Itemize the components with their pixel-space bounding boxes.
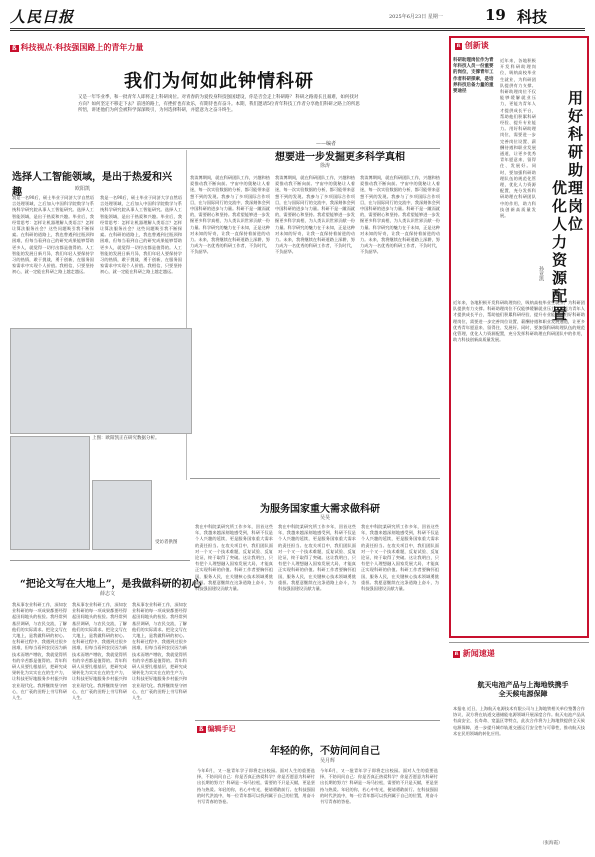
article-3-body-col2: 我在中科院某研究所工作多年，回首这些年，我越来越深刻地感受到，科研不仅是个人兴趣的延续，更是服务国家重大需求的责任担当。在攻关项目中，我们团队面对一个又一个技术难题，反复试验、反复论证，终于取得了突破。这让我明白，只有把个人理想融入国家发展大局，才能真正实现科研的价值。科研工作者要胸怀祖国，服务人民，在关键核心技术领域勇挑重担。我愿意继续在这条道路上奋斗，为科技强国建设贡献力量。 [278, 524, 356, 592]
editor-note-icon: ß [199, 726, 204, 733]
article-2-body-col1: 我读博期间，就在科研团队工作，兴趣和热爱推动我不断向前。宇宙中的奥秘让人着迷，每一次实验数据的分析，都可能带来意想不到的发现。我参与了多项国际合作项目，在与国际同行的交流中，我深刻体会到中国科研的进步与力量。科研不是一蹴而就的，需要耐心和坚持。我希望能够进一步发掘更多科学真相，为人类认识世界贡献一份力量。科学研究的魅力在于未知，正是这种对未知的好奇，让我一直保持着前进的动力。未来，我将继续在科研道路上深耕，努力成为一名优秀的科研工作者，不负时代，不负韶华。 [190, 175, 270, 255]
masthead-rule [10, 28, 585, 29]
photo-credit: 受访者供图 [155, 540, 178, 545]
article-4-body-col2: 我从事农业科研工作，深知农业科研的每一项成果都要经得起田间地头的检验。我经常到基层调研，与农民交流，了解他们的实际需求。把论文写在大地上，是我做科研的初心。在科研过程中，我遇到过很多困难，但每当看到农民因为新技术而增产增收，我就觉得所有的辛苦都是值得的。青年科研人员要扎根基层，把研究成果转化为实实在在的生产力，让科技更好地服务乡村振兴和农业现代化。我将继续坚守初心，在广袤的田野上书写科研人生。 [72, 602, 127, 701]
article-photo-3 [92, 480, 152, 550]
commentary-title-2: 优化人力资源配置 [550, 180, 568, 324]
newspaper-logo: 人民日报 [10, 8, 75, 26]
article-2-body-col3: 我读博期间，就在科研团队工作，兴趣和热爱推动我不断向前。宇宙中的奥秘让人着迷，每一次实验数据的分析，都可能带来意想不到的发现。我参与了多项国际合作项目，在与国际同行的交流中，我深刻体会到中国科研的进步与力量。科研不是一蹴而就的，需要耐心和坚持。我希望能够进一步发掘更多科学真相，为人类认识世界贡献一份力量。科学研究的魅力在于未知，正是这种对未知的好奇，让我一直保持着前进的动力。未来，我将继续在科研道路上深耕，努力成为一名优秀的科研工作者，不负时代，不负韶华。 [360, 175, 440, 255]
commentary-summary: 科研助理岗位作为青年科技人员一份重要的岗位，支撑青年工作者科研探索，是培养科技后备力量的重要途径 [453, 58, 494, 95]
editor-note-divider [195, 720, 440, 721]
article-1-title: 选择人工智能领域，是出于热爱和兴趣 [12, 172, 172, 198]
article-5-body-col1: 今年6月，又一批青年学子即将走出校园。面对人生的重要选择，不妨问问自己：你是否真正热爱科学？你是否愿意为科研付出长期的努力？科研是一场马拉松，需要的不只是天赋，更是坚持与热爱。年轻的你，若心中有光，便请勇敢前行。在科技强国的时代洪流中，每一位青年都可以找到属于自己的位置，用奋斗书写青春的答卷。 [197, 768, 315, 805]
commentary-author: 孙亚凯 [538, 266, 544, 281]
editor-lead: 又是一年毕业季，和一批青年人即将走上科研岗位。对青春的为爱投身科技强国建设，你是否会走上科研路？ 科研之路漫长且艰难，如何找对方向？如何坚定不移走下去？前进的路上，有挫折也有欢乐，有期待也有奋斗。本期，我们邀请5位青年科技工作者分享他们科研之路上的所思所悟，讲述他们为何会被科学深深吸引，为何选择科研，并愿意为之奋斗终生。 [78, 95, 360, 113]
article-3-author: 吴昊 [320, 515, 331, 521]
article-1-body-col1: 我是一名90后，硕士毕业于同济大学自然语言处理领域，之后加入中国科学院数学与系统科学研究院从事人工智能研究。选择人工智能领域，是出于热爱和兴趣。毕业后，我经常思考：怎样让机器理解人类语言？怎样让算法服务社会？这些问题吸引我不断探索。在科研的道路上，我也曾遇到过瓶颈和困难，但每当看到自己的研究成果能够帮助更多人，就觉得一切付出都是值得的。人工智能的发展日新月异，我们年轻人要保持学习的热情，敢于挑战，勇于创新，在服务国家需求中实现个人价值。我相信，只要坚持初心，就一定能在科研之路上越走越远。 [12, 195, 94, 275]
article-5-body-col2: 今年6月，又一批青年学子即将走出校园。面对人生的重要选择，不妨问问自己：你是否真正热爱科学？你是否愿意为科研付出长期的努力？科研是一场马拉松，需要的不只是天赋，更是坚持与热爱。年轻的你，若心中有光，便请勇敢前行。在科技强国的时代洪流中，每一位青年都可以找到属于自己的位置，用奋斗书写青春的答卷。 [320, 768, 438, 805]
article-5-author: 吴月辉 [320, 758, 336, 764]
news-title [458, 680, 588, 698]
article-1-author: 欧阳凯 [75, 186, 91, 192]
article-4-title: “把论文写在大地上”，是我做科研的初心 [20, 579, 202, 590]
news-label-icon: ß [454, 650, 459, 657]
commentary-label-icon: ß [456, 42, 461, 49]
article-3-title: 为服务国家重大需求做科研 [260, 504, 380, 515]
news-brief-label [453, 648, 495, 659]
news-author-note: （张海霞） [540, 841, 563, 846]
commentary-body-top: 近年来，各地积极开发科研助理岗位，吸纳高校毕业生就业，为科研团队提供有力支撑。科研助理岗位不仅能够缓解就业压力，更能为青年人才提供成长平台，帮助他们积累科研经验、提升专业能力。用好科研助理岗位，需要进一步完善岗位设置、薪酬待遇和职业发展通道，让更多优秀青年愿意来、留得住、发展好。同时，要加强科研助理队伍的规范化管理，优化人力资源配置，充分发挥科研助理在科研团队中的作用，助力科技创新高质量发展。 [500, 58, 536, 219]
article-2-body-col2: 我读博期间，就在科研团队工作，兴趣和热爱推动我不断向前。宇宙中的奥秘让人着迷，每一次实验数据的分析，都可能带来意想不到的发现。我参与了多项国际合作项目，在与国际同行的交流中，我深刻体会到中国科研的进步与力量。科研不是一蹴而就的，需要耐心和坚持。我希望能够进一步发掘更多科学真相，为人类认识世界贡献一份力量。科学研究的魅力在于未知，正是这种对未知的好奇，让我一直保持着前进的动力。未来，我将继续在科研道路上深耕，努力成为一名优秀的科研工作者，不负时代，不负韶华。 [275, 175, 355, 255]
news-label-text: 新闻速递 [462, 648, 495, 658]
news-divider [449, 642, 589, 643]
article-3-divider [190, 478, 440, 479]
article-1-body-col2: 我是一名90后，硕士毕业于同济大学自然语言处理领域，之后加入中国科学院数学与系统科学研究院从事人工智能研究。选择人工智能领域，是出于热爱和兴趣。毕业后，我经常思考：怎样让机器理解人类语言？怎样让算法服务社会？这些问题吸引我不断探索。在科研的道路上，我也曾遇到过瓶颈和困难，但每当看到自己的研究成果能够帮助更多人，就觉得一切付出都是值得的。人工智能的发展日新月异，我们年轻人要保持学习的热情，敢于挑战，勇于创新，在服务国家需求中实现个人价值。我相信，只要坚持初心，就一定能在科研之路上越走越远。 [100, 195, 182, 275]
editor-note-label [197, 724, 236, 734]
page-section-name: 科技 [517, 8, 548, 26]
commentary-label [455, 40, 489, 51]
news-title-line-1: 航天电池产品与上海地铁携手 [477, 680, 569, 689]
date-line: 2025年6月23日 星期一 [389, 14, 443, 20]
section-kicker [10, 42, 143, 53]
article-4-divider [10, 560, 190, 561]
news-title-line-2: 全天候电源保障 [498, 689, 548, 698]
article-3-body-col3: 我在中科院某研究所工作多年，回首这些年，我越来越深刻地感受到，科研不仅是个人兴趣的延续，更是服务国家重大需求的责任担当。在攻关项目中，我们团队面对一个又一个技术难题，反复试验、反复论证，终于取得了突破。这让我明白，只有把个人理想融入国家发展大局，才能真正实现科研的价值。科研工作者要胸怀祖国，服务人民，在关键核心技术领域勇挑重担。我愿意继续在这条道路上奋斗，为科技强国建设贡献力量。 [361, 524, 439, 592]
commentary-title-1: 用好科研助理岗位 [566, 90, 584, 234]
kicker-text: 科技视点·科技强国路上的青年力量 [20, 42, 144, 52]
commentary-label-text: 创新谈 [464, 40, 489, 50]
article-4-body-col3: 我从事农业科研工作，深知农业科研的每一项成果都要经得起田间地头的检验。我经常到基层调研，与农民交流，了解他们的实际需求。把论文写在大地上，是我做科研的初心。在科研过程中，我遇到过很多困难，但每当看到农民因为新技术而增产增收，我就觉得所有的辛苦都是值得的。青年科研人员要扎根基层，把研究成果转化为实实在在的生产力，让科技更好地服务乡村振兴和农业现代化。我将继续坚守初心，在广袤的田野上书写科研人生。 [132, 602, 187, 701]
article-2-author: 徐涛 [320, 163, 331, 169]
editor-signature: ——编者 [316, 141, 337, 147]
article-4-author: 薛志文 [100, 591, 116, 597]
commentary-body: 近年来，各地积极开发科研助理岗位，吸纳高校毕业生就业，为科研团队提供有力支撑。科研助理岗位不仅能够缓解就业压力，更能为青年人才提供成长平台，帮助他们积累科研经验、提升专业能力。用好科研助理岗位，需要进一步完善岗位设置、薪酬待遇和职业发展通道，让更多优秀青年愿意来、留得住、发展好。同时，要加强科研助理队伍的规范化管理，优化人力资源配置，充分发挥科研助理在科研团队中的作用，助力科技创新高质量发展。 [453, 300, 585, 343]
kicker-icon: ß [12, 45, 17, 52]
article-4-body-col1: 我从事农业科研工作，深知农业科研的每一项成果都要经得起田间地头的检验。我经常到基层调研，与农民交流，了解他们的实际需求。把论文写在大地上，是我做科研的初心。在科研过程中，我遇到过很多困难，但每当看到农民因为新技术而增产增收，我就觉得所有的辛苦都是值得的。青年科研人员要扎根基层，把研究成果转化为实实在在的生产力，让科技更好地服务乡村振兴和农业现代化。我将继续坚守初心，在广袤的田野上书写科研人生。 [12, 602, 67, 701]
article-photo-2 [10, 436, 90, 550]
masthead-rule-2 [10, 30, 585, 31]
article-5-title: 年轻的你，不妨问问自己 [270, 746, 380, 757]
article-2-title: 想要进一步发掘更多科学真相 [275, 152, 405, 163]
article-photo-1 [10, 328, 192, 434]
main-headline: 我们为何如此钟情科研 [124, 71, 314, 92]
editor-note-label-text: 编辑手记 [207, 724, 236, 733]
article-3-body-col1: 我在中科院某研究所工作多年，回首这些年，我越来越深刻地感受到，科研不仅是个人兴趣的延续，更是服务国家重大需求的责任担当。在攻关项目中，我们团队面对一个又一个技术难题，反复试验、反复论证，终于取得了突破。这让我明白，只有把个人理想融入国家发展大局，才能真正实现科研的价值。科研工作者要胸怀祖国，服务人民，在关键核心技术领域勇挑重担。我愿意继续在这条道路上奋斗，为科技强国建设贡献力量。 [195, 524, 273, 592]
page-number: 19 [485, 6, 506, 24]
news-body: 本报电 近日，上海航天电源技术有限公司与上海地铁相关单位签署合作协议，双方将在轨道交通储能电源领域开展深度合作。航天电池产品具有高安全、长寿命、宽温区等特点，此次合作将为上海地铁提供全天候电源保障，进一步提升城市轨道交通运行安全性与可靠性，推动航天技术在民用领域的转化应用。 [453, 706, 585, 736]
photo-caption: 上图：欧阳凯正在研究数据分析。 [92, 436, 160, 441]
